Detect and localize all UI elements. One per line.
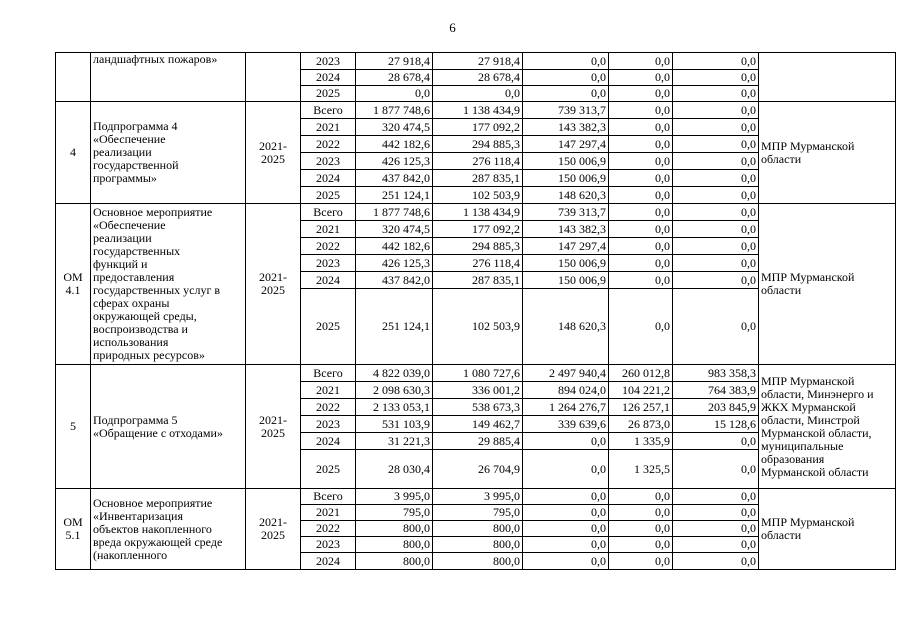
measure-name-line: государственных: [93, 244, 181, 258]
responsible-executor-line: муниципальные: [761, 438, 844, 453]
source-1-value: 28 678,4: [433, 70, 523, 86]
source-2-value: 147 297,4: [523, 238, 609, 255]
source-4-value: 0,0: [673, 153, 759, 170]
source-3-value: 0,0: [609, 119, 673, 136]
source-3-value: 0,0: [609, 489, 673, 505]
total-value: 0,0: [356, 86, 433, 102]
financing-year: 2022: [301, 238, 356, 255]
source-3-value: 0,0: [609, 86, 673, 102]
source-4-value: 0,0: [673, 272, 759, 289]
total-value: 437 842,0: [356, 170, 433, 187]
source-4-value: 0,0: [673, 187, 759, 204]
item-number: [56, 102, 91, 204]
source-3-value: 0,0: [609, 255, 673, 272]
source-1-value: 1 138 434,9: [433, 204, 523, 221]
source-3-value: 0,0: [609, 272, 673, 289]
source-1-value: 287 835,1: [433, 272, 523, 289]
responsible-executor-line: МПР Мурманской: [761, 373, 855, 388]
total-value: 800,0: [356, 537, 433, 553]
measure-name: [91, 489, 246, 570]
table-row: [56, 204, 896, 221]
financing-year: 2025: [301, 289, 356, 365]
implementation-period-line: 2021-: [259, 270, 287, 284]
measure-name-line: реализации: [93, 231, 152, 245]
total-value: 251 124,1: [356, 289, 433, 365]
source-1-value: 26 704,9: [433, 450, 523, 489]
measure-name-line: «Обеспечение: [93, 218, 166, 232]
source-4-value: 0,0: [673, 119, 759, 136]
source-4-value: 0,0: [673, 289, 759, 365]
source-2-value: 0,0: [523, 505, 609, 521]
item-number: [56, 53, 91, 102]
total-value: 442 182,6: [356, 238, 433, 255]
source-4-value: 0,0: [673, 450, 759, 489]
table-row: [56, 102, 896, 119]
table-row: [56, 53, 896, 70]
item-number: [56, 204, 91, 365]
total-value: 4 822 039,0: [356, 365, 433, 382]
item-number: [56, 489, 91, 570]
source-4-value: 0,0: [673, 86, 759, 102]
implementation-period: [246, 365, 301, 489]
responsible-executor-line: МПР Мурманской: [761, 138, 855, 153]
financing-year: 2025: [301, 450, 356, 489]
measure-name-line: программы»: [93, 171, 157, 185]
financing-year: 2023: [301, 153, 356, 170]
source-3-value: 260 012,8: [609, 365, 673, 382]
source-2-value: 150 006,9: [523, 153, 609, 170]
responsible-executor: [759, 102, 896, 204]
source-3-value: 0,0: [609, 521, 673, 537]
source-1-value: 102 503,9: [433, 187, 523, 204]
source-1-value: 800,0: [433, 521, 523, 537]
total-value: 28 030,4: [356, 450, 433, 489]
financing-year: Всего: [301, 102, 356, 119]
financing-year: 2024: [301, 272, 356, 289]
source-1-value: 795,0: [433, 505, 523, 521]
item-number-line: ОМ: [63, 270, 83, 284]
table-row: [56, 365, 896, 382]
measure-name-line: природных ресурсов»: [93, 348, 205, 362]
financing-year: Всего: [301, 489, 356, 505]
source-3-value: 0,0: [609, 170, 673, 187]
measure-name-line: объектов накопленного: [93, 521, 212, 536]
financing-year: 2021: [301, 382, 356, 399]
measure-name: [91, 53, 246, 102]
total-value: 1 877 748,6: [356, 102, 433, 119]
source-2-value: 1 264 276,7: [523, 399, 609, 416]
source-3-value: 126 257,1: [609, 399, 673, 416]
source-3-value: 104 221,2: [609, 382, 673, 399]
source-2-value: 148 620,3: [523, 289, 609, 365]
source-2-value: 0,0: [523, 521, 609, 537]
measure-name-line: ландшафтных пожаров»: [93, 52, 218, 66]
measure-name-line: вреда окружающей среде: [93, 534, 223, 549]
financing-year: 2022: [301, 399, 356, 416]
budget-table: [55, 52, 896, 570]
measure-name-line: реализации: [93, 145, 152, 159]
source-1-value: 177 092,2: [433, 119, 523, 136]
responsible-executor-line: Мурманской области: [761, 464, 869, 479]
source-4-value: 15 128,6: [673, 416, 759, 433]
responsible-executor-line: МПР Мурманской: [761, 270, 855, 284]
measure-name-line: воспроизводства и: [93, 322, 188, 336]
implementation-period: [246, 53, 301, 102]
source-1-value: 287 835,1: [433, 170, 523, 187]
measure-name-line: «Обращение с отходами»: [93, 425, 223, 440]
source-1-value: 27 918,4: [433, 53, 523, 70]
source-2-value: 0,0: [523, 450, 609, 489]
page-number: 6: [449, 20, 456, 35]
source-4-value: 0,0: [673, 505, 759, 521]
source-3-value: 0,0: [609, 70, 673, 86]
item-number-line: 5.1: [65, 528, 81, 542]
total-value: 437 842,0: [356, 272, 433, 289]
financing-year: 2021: [301, 221, 356, 238]
responsible-executor-line: области: [761, 151, 802, 166]
implementation-period-line: 2025: [261, 151, 285, 166]
measure-name-line: «Обеспечение: [93, 132, 166, 146]
source-3-value: 0,0: [609, 53, 673, 70]
source-3-value: 1 335,9: [609, 433, 673, 450]
source-4-value: 0,0: [673, 70, 759, 86]
total-value: 795,0: [356, 505, 433, 521]
source-1-value: 276 118,4: [433, 153, 523, 170]
source-2-value: 143 382,3: [523, 119, 609, 136]
total-value: 800,0: [356, 553, 433, 570]
source-4-value: 0,0: [673, 553, 759, 570]
source-4-value: 0,0: [673, 537, 759, 553]
financing-year: Всего: [301, 204, 356, 221]
source-2-value: 0,0: [523, 537, 609, 553]
implementation-period-line: 2021-: [259, 412, 287, 427]
responsible-executor: [759, 204, 896, 365]
measure-name-line: функций и: [93, 257, 148, 271]
measure-name-line: Основное мероприятие: [93, 495, 213, 510]
source-1-value: 800,0: [433, 553, 523, 570]
measure-name-line: использования: [93, 335, 169, 349]
implementation-period-line: 2021-: [259, 515, 287, 529]
source-2-value: 739 313,7: [523, 204, 609, 221]
source-4-value: 203 845,9: [673, 399, 759, 416]
source-3-value: 0,0: [609, 204, 673, 221]
source-3-value: 0,0: [609, 289, 673, 365]
source-1-value: 177 092,2: [433, 221, 523, 238]
total-value: 31 221,3: [356, 433, 433, 450]
source-4-value: 0,0: [673, 221, 759, 238]
source-2-value: 148 620,3: [523, 187, 609, 204]
item-number-line: ОМ: [63, 515, 83, 529]
item-number-line: 4.1: [65, 283, 81, 297]
source-2-value: 2 497 940,4: [523, 365, 609, 382]
financing-year: 2021: [301, 119, 356, 136]
measure-name: [91, 102, 246, 204]
source-1-value: 294 885,3: [433, 136, 523, 153]
financing-year: 2024: [301, 170, 356, 187]
source-4-value: 764 383,9: [673, 382, 759, 399]
source-3-value: 0,0: [609, 537, 673, 553]
source-1-value: 29 885,4: [433, 433, 523, 450]
total-value: 251 124,1: [356, 187, 433, 204]
source-3-value: 26 873,0: [609, 416, 673, 433]
measure-name-line: Подпрограмма 5: [93, 412, 178, 427]
source-2-value: 150 006,9: [523, 272, 609, 289]
financing-year: Всего: [301, 365, 356, 382]
measure-name: [91, 365, 246, 489]
source-1-value: 294 885,3: [433, 238, 523, 255]
measure-name-line: (накопленного: [93, 547, 168, 562]
source-3-value: 0,0: [609, 102, 673, 119]
financing-year: 2022: [301, 521, 356, 537]
measure-name-line: Подпрограмма 4: [93, 119, 178, 133]
source-2-value: 0,0: [523, 433, 609, 450]
total-value: 426 125,3: [356, 255, 433, 272]
financing-year: 2023: [301, 255, 356, 272]
total-value: 1 877 748,6: [356, 204, 433, 221]
responsible-executor: [759, 489, 896, 570]
implementation-period: [246, 489, 301, 570]
source-1-value: 102 503,9: [433, 289, 523, 365]
responsible-executor-line: Мурманской области,: [761, 425, 872, 440]
total-value: 426 125,3: [356, 153, 433, 170]
source-2-value: 0,0: [523, 70, 609, 86]
financing-year: 2024: [301, 433, 356, 450]
total-value: 27 918,4: [356, 53, 433, 70]
financing-year: 2025: [301, 187, 356, 204]
measure-name-line: государственной: [93, 158, 179, 172]
measure-name-line: сферах охраны: [93, 296, 170, 310]
responsible-executor: [759, 53, 896, 102]
financing-year: 2023: [301, 537, 356, 553]
responsible-executor-line: области, Минэнерго и: [761, 386, 874, 401]
total-value: 28 678,4: [356, 70, 433, 86]
item-number-line: 4: [70, 145, 76, 159]
implementation-period-line: 2025: [261, 283, 285, 297]
source-4-value: 0,0: [673, 53, 759, 70]
implementation-period-line: 2025: [261, 528, 285, 542]
source-4-value: 0,0: [673, 521, 759, 537]
responsible-executor-line: МПР Мурманской: [761, 515, 855, 529]
source-4-value: 0,0: [673, 102, 759, 119]
financing-year: 2022: [301, 136, 356, 153]
responsible-executor-line: ЖКХ Мурманской: [761, 399, 856, 414]
measure-name-line: государственных услуг в: [93, 283, 221, 297]
source-1-value: 800,0: [433, 537, 523, 553]
source-1-value: 0,0: [433, 86, 523, 102]
financing-year: 2023: [301, 416, 356, 433]
source-2-value: 339 639,6: [523, 416, 609, 433]
source-4-value: 0,0: [673, 136, 759, 153]
source-1-value: 3 995,0: [433, 489, 523, 505]
source-3-value: 0,0: [609, 136, 673, 153]
implementation-period: [246, 102, 301, 204]
source-1-value: 149 462,7: [433, 416, 523, 433]
measure-name: [91, 204, 246, 365]
source-4-value: 0,0: [673, 238, 759, 255]
source-1-value: 538 673,3: [433, 399, 523, 416]
responsible-executor-line: области, Минстрой: [761, 412, 860, 427]
source-3-value: 0,0: [609, 505, 673, 521]
source-2-value: 0,0: [523, 489, 609, 505]
financing-year: 2023: [301, 53, 356, 70]
total-value: 320 474,5: [356, 221, 433, 238]
table-row: [56, 489, 896, 505]
financing-year: 2025: [301, 86, 356, 102]
source-3-value: 0,0: [609, 187, 673, 204]
source-4-value: 0,0: [673, 204, 759, 221]
source-2-value: 0,0: [523, 53, 609, 70]
source-3-value: 1 325,5: [609, 450, 673, 489]
source-2-value: 739 313,7: [523, 102, 609, 119]
implementation-period-line: 2025: [261, 425, 285, 440]
table-body: [56, 53, 896, 570]
total-value: 2 133 053,1: [356, 399, 433, 416]
source-1-value: 276 118,4: [433, 255, 523, 272]
measure-name-line: «Инвентаризация: [93, 508, 183, 523]
total-value: 320 474,5: [356, 119, 433, 136]
source-3-value: 0,0: [609, 153, 673, 170]
total-value: 3 995,0: [356, 489, 433, 505]
implementation-period: [246, 204, 301, 365]
item-number: [56, 365, 91, 489]
source-1-value: 1 080 727,6: [433, 365, 523, 382]
responsible-executor-line: области: [761, 283, 802, 297]
measure-name-line: предоставления: [93, 270, 175, 284]
source-4-value: 0,0: [673, 255, 759, 272]
source-2-value: 0,0: [523, 553, 609, 570]
item-number-line: 5: [70, 419, 76, 433]
source-2-value: 0,0: [523, 86, 609, 102]
source-4-value: 0,0: [673, 170, 759, 187]
total-value: 531 103,9: [356, 416, 433, 433]
source-2-value: 150 006,9: [523, 170, 609, 187]
source-3-value: 0,0: [609, 221, 673, 238]
source-1-value: 1 138 434,9: [433, 102, 523, 119]
responsible-executor-line: области: [761, 528, 802, 542]
source-4-value: 0,0: [673, 433, 759, 450]
financing-year: 2024: [301, 553, 356, 570]
responsible-executor: [759, 365, 896, 489]
source-4-value: 0,0: [673, 489, 759, 505]
source-3-value: 0,0: [609, 553, 673, 570]
implementation-period-line: 2021-: [259, 138, 287, 153]
total-value: 2 098 630,3: [356, 382, 433, 399]
financing-year: 2021: [301, 505, 356, 521]
source-2-value: 143 382,3: [523, 221, 609, 238]
source-2-value: 150 006,9: [523, 255, 609, 272]
measure-name-line: Основное мероприятие: [93, 205, 213, 219]
source-1-value: 336 001,2: [433, 382, 523, 399]
source-2-value: 894 024,0: [523, 382, 609, 399]
source-4-value: 983 358,3: [673, 365, 759, 382]
total-value: 800,0: [356, 521, 433, 537]
measure-name-line: окружающей среды,: [93, 309, 197, 323]
source-2-value: 147 297,4: [523, 136, 609, 153]
source-3-value: 0,0: [609, 238, 673, 255]
financing-year: 2024: [301, 70, 356, 86]
total-value: 442 182,6: [356, 136, 433, 153]
responsible-executor-line: образования: [761, 451, 825, 466]
